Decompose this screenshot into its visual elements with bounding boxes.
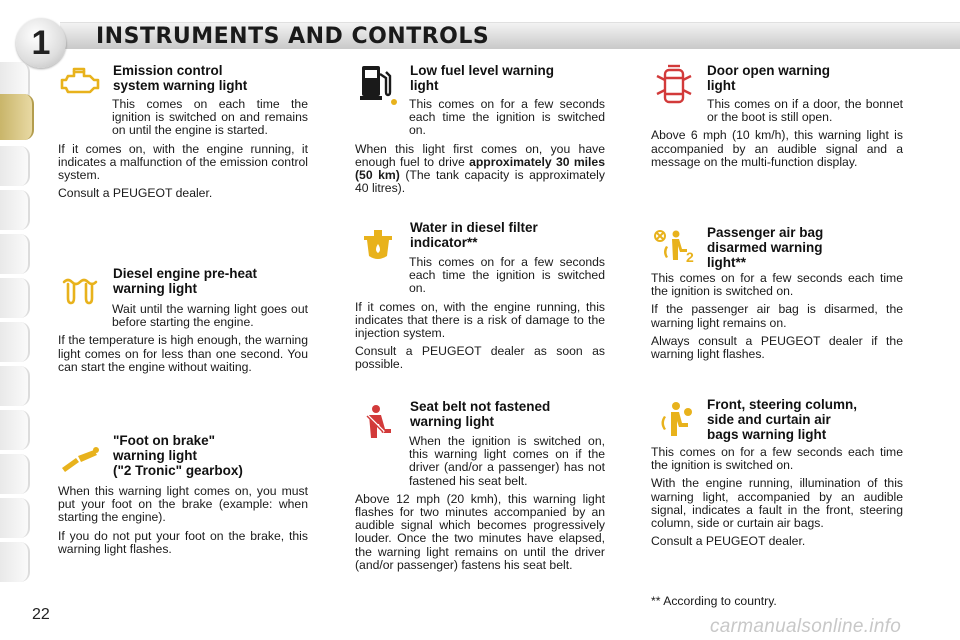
chapter-tab[interactable] <box>0 454 30 494</box>
page-title: INSTRUMENTS AND CONTROLS <box>96 24 490 49</box>
glow-plug-icon <box>60 276 102 306</box>
door-open-title: Door open warning light <box>707 63 830 93</box>
chapter-tab[interactable] <box>0 190 30 230</box>
low-fuel-body: This comes on for a few seconds each time the ignition is switched on. When this light first comes on, you have enough fuel to drive approximately 30 miles (50 km) (The tank capacity is approximately 40 litres). <box>355 97 605 196</box>
water-diesel-title: Water in diesel filter indicator** <box>410 220 538 250</box>
chapter-tab[interactable] <box>0 498 30 538</box>
footnote: ** According to country. <box>651 594 777 608</box>
airbag-fault-icon <box>654 400 694 438</box>
water-diesel-body: This comes on for a few seconds each time the ignition is switched on. If it comes on, with the engine running, this indicates that there is a risk of damage to the injection system. Consult a PEUGEOT dealer as soon as possible. <box>355 255 605 372</box>
chapter-tab[interactable] <box>0 322 30 362</box>
airbag-disarmed-body: This comes on for a few seconds each time the ignition is switched on. If the passenger air bag is disarmed, the warning light remains on. Always consult a PEUGEOT dealer if the warning light flashes. <box>651 271 903 362</box>
seat-belt-title: Seat belt not fastened warning light <box>410 399 551 429</box>
chapter-tab-active[interactable] <box>0 94 34 140</box>
emission-body: This comes on each time the ignition is switched on and remains on until the engine is started. If it comes on, with the engine running, it indicates a malfunction of the emission control system. Consult a PEUGEOT dealer. <box>58 97 308 201</box>
chapter-tab[interactable] <box>0 542 30 582</box>
chapter-tabs <box>0 62 30 582</box>
chapter-tab[interactable] <box>0 278 30 318</box>
airbag-fault-title: Front, steering column, side and curtain air bags warning light <box>707 397 858 442</box>
watermark: carmanualsonline.info <box>710 616 902 637</box>
low-fuel-title: Low fuel level warning light <box>410 63 555 93</box>
airbag-disarmed-icon <box>652 228 698 264</box>
low-fuel-range: When this light first comes on, you have enough fuel to drive approximately 30 miles (50 km) (The tank capacity is approximately 40 litres). <box>355 141 605 196</box>
chapter-tab[interactable] <box>0 146 30 186</box>
page-number: 22 <box>32 606 50 623</box>
seat-belt-body: When the ignition is switched on, this warning light comes on if the driver (and/or a passenger) has not fastened his seat belt. Above 12 mph (20 kmh), this warning light flashes for two minutes accompanied by an audible signal which becomes progressively louder. Once the two minutes have elapsed, the warning light remains on until the driver (and/or passenger) fastens his seat belt. <box>355 434 605 572</box>
airbag-fault-body: This comes on for a few seconds each time the ignition is switched on. With the engine running, illumination of this warning light, accompanied by an audible signal, indicates a fault in the front, steering column, side or curtain air bags. Consult a PEUGEOT dealer. <box>651 445 903 549</box>
emission-title: Emission control system warning light <box>113 63 248 93</box>
preheat-title: Diesel engine pre-heat warning light <box>113 266 258 296</box>
preheat-body: Wait until the warning light goes out before starting the engine. If the temperature is high enough, the warning light comes on for less than one second. You can start the engine without waiting. <box>58 302 308 374</box>
foot-brake-body: When this warning light comes on, you must put your foot on the brake (example: when starting the engine). If you do not put your foot on the brake, this warning light flashes. <box>58 484 308 556</box>
door-open-body: This comes on if a door, the bonnet or the boot is still open. Above 6 mph (10 km/h), this warning light is accompanied by an audible signal and a message on the multi-function display. <box>651 97 903 169</box>
chapter-number: 1 <box>16 18 66 68</box>
foot-on-brake-icon <box>60 444 100 474</box>
foot-brake-title: "Foot on brake" warning light ("2 Tronic" gearbox) <box>113 433 243 478</box>
chapter-tab[interactable] <box>0 366 30 406</box>
airbag-disarmed-title: Passenger air bag disarmed warning light** <box>707 225 824 270</box>
chapter-tab[interactable] <box>0 234 30 274</box>
header <box>0 8 960 62</box>
svg-text:2: 2 <box>686 249 694 264</box>
chapter-tab[interactable] <box>0 410 30 450</box>
engine-warning-icon <box>60 64 102 98</box>
